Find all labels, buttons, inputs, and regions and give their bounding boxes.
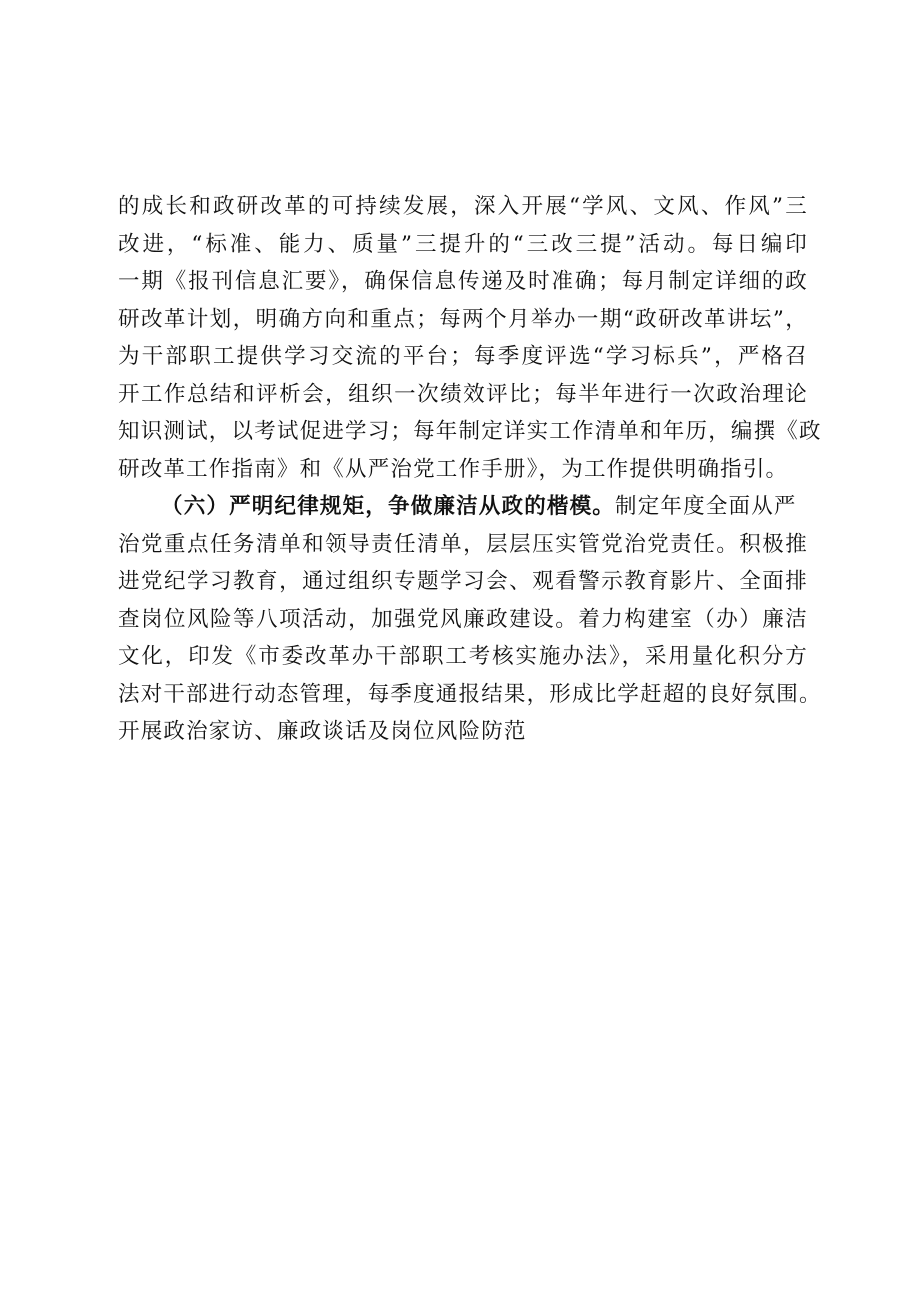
- paragraph-1: [118, 188, 822, 488]
- paragraph-line: 改进，“标准、能力、质量”三提升的“三改三提”活动。每日编印: [118, 231, 808, 257]
- paragraph-line: 文化，印发《市委改革办干部职工考核实施办法》，采用量化积分方: [118, 644, 808, 669]
- paragraph-first-line: [118, 488, 808, 526]
- paragraph-line: 查岗位风险等八项活动，加强党风廉政建设。着力构建室（办）廉洁: [118, 606, 808, 632]
- paragraph-line: 研改革计划，明确方向和重点；每两个月举办一期“政研改革讲坛”，: [118, 306, 808, 332]
- document-body: [118, 188, 822, 751]
- paragraph-2: [118, 488, 822, 751]
- paragraph-line: 法对干部进行动态管理，每季度通报结果，形成比学赶超的良好氛围。: [118, 681, 822, 707]
- section-heading: （六）严明纪律规矩，争做廉洁从政的楷模。: [161, 494, 616, 519]
- paragraph-line-text: 制定年度全面从严: [615, 494, 797, 519]
- paragraph-line: 进党纪学习教育，通过组织专题学习会、观看警示教育影片、全面排: [118, 569, 808, 594]
- paragraph-line: 一期《报刊信息汇要》，确保信息传递及时准确；每月制定详细的政: [118, 269, 808, 294]
- paragraph-line: 开工作总结和评析会，组织一次绩效评比；每半年进行一次政治理论: [118, 381, 808, 407]
- paragraph-line: 研改革工作指南》和《从严治党工作手册》，为工作提供明确指引。: [118, 456, 789, 482]
- paragraph-line: 治党重点任务清单和领导责任清单，层层压实管党治党责任。积极推: [118, 531, 808, 557]
- paragraph-line: 知识测试，以考试促进学习；每年制定详实工作清单和年历，编撰《政: [118, 419, 822, 444]
- paragraph-line: 开展政治家访、廉政谈话及岗位风险防范: [118, 719, 527, 744]
- paragraph-line: 的成长和政研改革的可持续发展，深入开展“学风、文风、作风”三: [118, 194, 808, 219]
- paragraph-line: 为干部职工提供学习交流的平台；每季度评选“学习标兵”，严格召: [118, 344, 808, 369]
